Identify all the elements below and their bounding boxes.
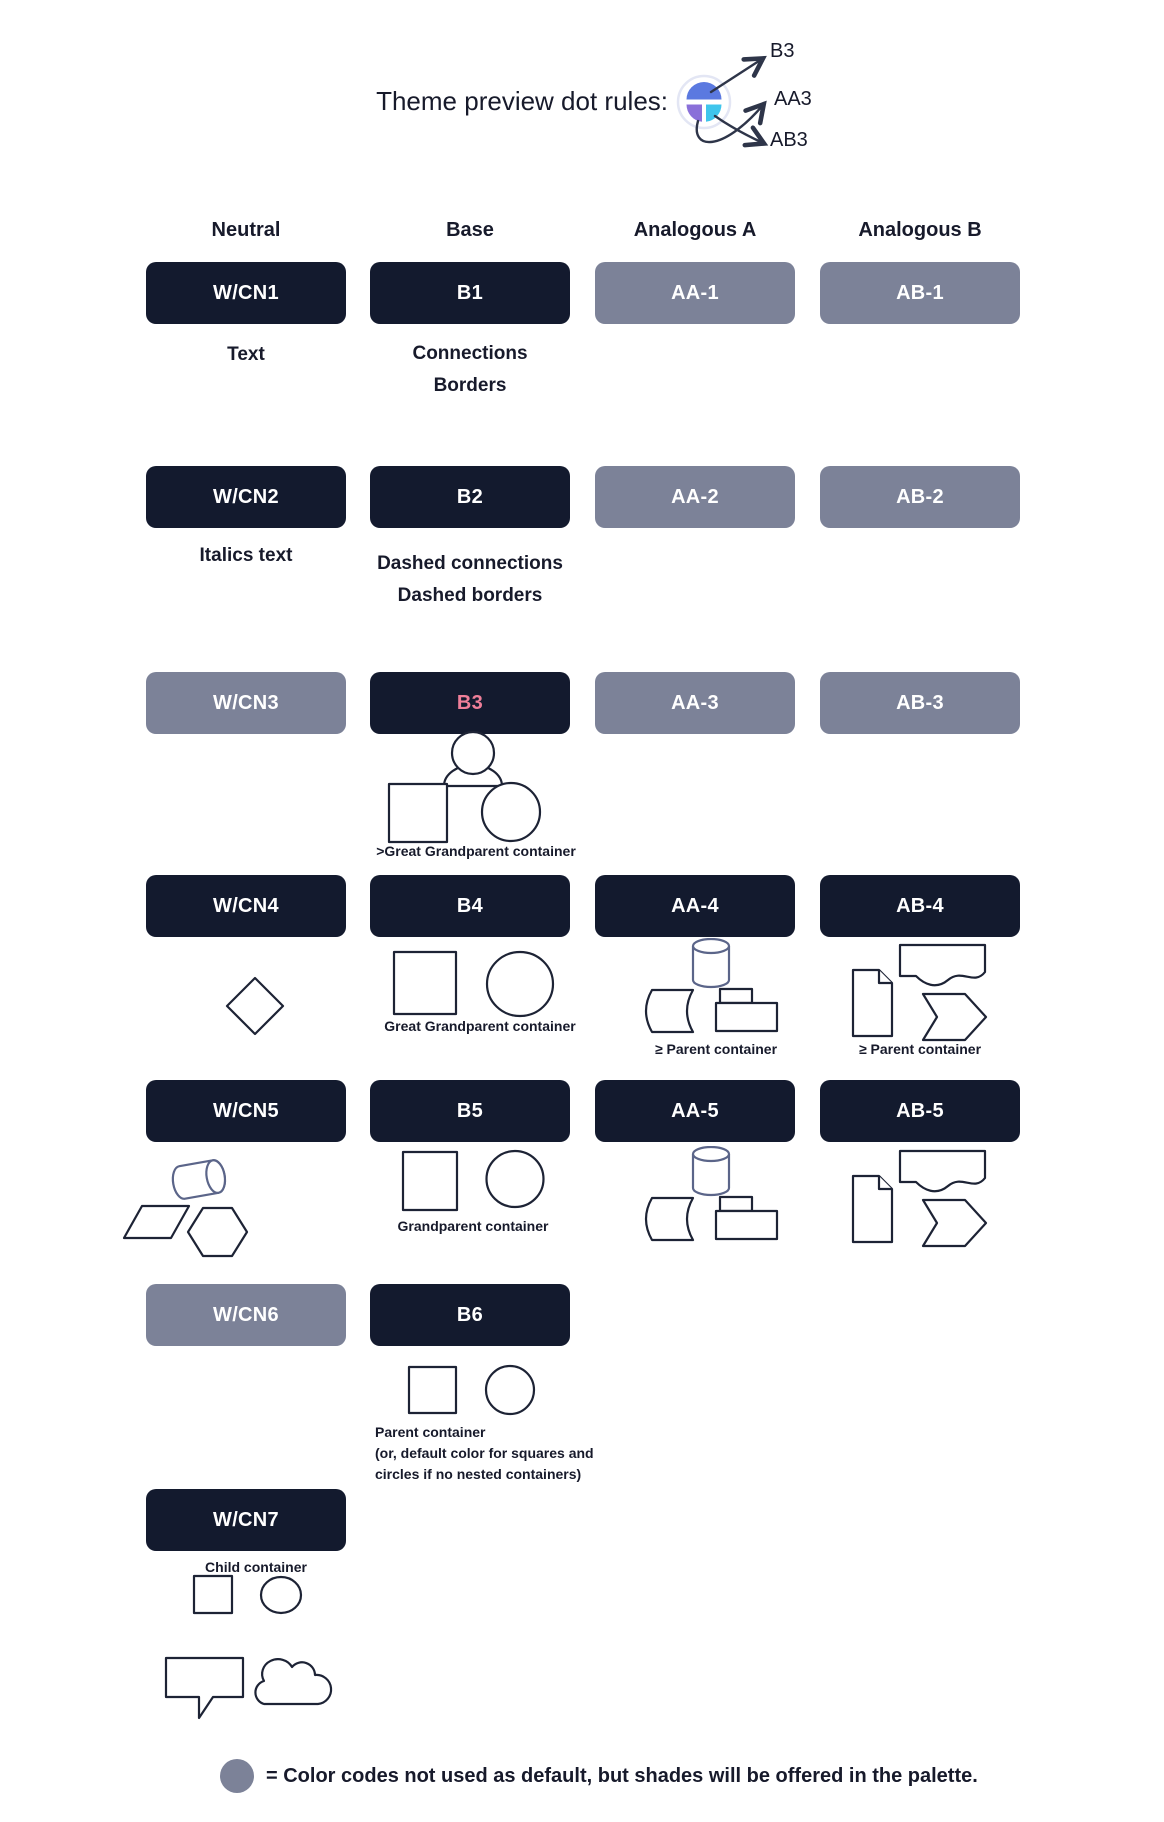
b5-shapes: [395, 1148, 555, 1214]
dot-label-aa3: AA3: [774, 88, 812, 110]
caption-wcn7: Child container: [205, 1559, 307, 1575]
circle-icon: [487, 1151, 544, 1207]
wcn4-shapes: [225, 976, 285, 1036]
swatch-wcn3: [146, 672, 346, 734]
hexagon-icon: [188, 1208, 247, 1256]
swatch-aa4: [595, 875, 795, 937]
square-icon: [394, 952, 456, 1014]
swatch-label: B2: [456, 485, 484, 508]
caption-b4: Great Grandparent container: [384, 1018, 576, 1034]
document-fold-icon: [879, 970, 892, 983]
swatch-label: W/CN7: [213, 1508, 279, 1531]
swatch-ab5: [820, 1080, 1020, 1142]
caption-b2-line2: Dashed borders: [397, 585, 543, 606]
ab5-shapes: [838, 1146, 993, 1258]
swatch-wcn6: [146, 1284, 346, 1346]
cylinder-top-icon: [693, 1147, 729, 1161]
swatch-label: AA-3: [671, 691, 719, 714]
diamond-icon: [227, 978, 283, 1034]
chevron-icon: [923, 1200, 986, 1246]
person-head-icon: [452, 732, 494, 774]
ab4-shapes: [838, 940, 993, 1052]
circle-icon: [486, 1366, 534, 1414]
swatch-label: AA-4: [671, 894, 719, 917]
caption-b1-line2: Borders: [433, 375, 507, 396]
column-header-neutral: Neutral: [211, 219, 281, 241]
caption-b1-line1: Connections: [412, 343, 528, 364]
square-icon: [403, 1152, 457, 1210]
swatch-label: AB-1: [896, 281, 944, 304]
swatch-label: W/CN6: [213, 1303, 279, 1326]
caption-b6-line2: (or, default color for squares and: [375, 1445, 594, 1461]
dot-label-ab3: AB3: [770, 129, 808, 151]
parallelogram-icon: [124, 1206, 189, 1238]
page-title: Theme preview dot rules:: [376, 86, 668, 116]
legend-dot-icon: [220, 1759, 254, 1793]
wavy-document-icon: [900, 1151, 985, 1191]
dot-label-b3: B3: [770, 40, 795, 62]
column-header-analogous-b: Analogous B: [858, 219, 982, 241]
swatch-label: AA-1: [671, 281, 719, 304]
swatch-aa1: [595, 262, 795, 324]
swatch-b4: [370, 875, 570, 937]
caption-aa4: ≥ Parent container: [654, 1041, 778, 1057]
caption-b5: Grandparent container: [397, 1218, 549, 1234]
stored-data-icon: [646, 990, 693, 1032]
swatch-wcn4: [146, 875, 346, 937]
b4-shapes: [380, 948, 570, 1020]
swatch-label: AB-4: [896, 894, 944, 917]
caption-wcn1: Text: [227, 344, 265, 365]
swatch-label: W/CN1: [213, 281, 279, 304]
wcn5-shapes: [118, 1150, 253, 1260]
swatch-ab1: [820, 262, 1020, 324]
swatch-b6: [370, 1284, 570, 1346]
b6-shapes: [400, 1362, 550, 1418]
swatch-b5: [370, 1080, 570, 1142]
swatch-label: AB-3: [896, 691, 944, 714]
swatch-label: AA-5: [671, 1099, 719, 1122]
column-header-base: Base: [446, 219, 494, 241]
cylinder-top-icon: [693, 939, 729, 953]
swatch-b3: [370, 672, 570, 734]
swatch-label: B6: [456, 1303, 484, 1326]
stored-data-icon: [646, 1198, 693, 1240]
swatch-aa2: [595, 466, 795, 528]
caption-b3: >Great Grandparent container: [376, 843, 576, 859]
swatch-label: AB-5: [896, 1099, 944, 1122]
swatch-b2: [370, 466, 570, 528]
swatch-label: W/CN4: [213, 894, 279, 917]
aa4-shapes: [641, 938, 786, 1038]
card-tab-icon: [720, 989, 752, 1003]
square-icon: [409, 1367, 456, 1413]
swatch-ab3: [820, 672, 1020, 734]
caption-b2-line1: Dashed connections: [377, 553, 563, 574]
swatch-label: W/CN3: [213, 691, 279, 714]
swatch-label: B4: [456, 894, 484, 917]
card-tab-icon: [720, 1197, 752, 1211]
caption-b6-line3: circles if no nested containers): [375, 1466, 582, 1482]
swatch-label: B3: [456, 691, 484, 714]
swatch-ab2: [820, 466, 1020, 528]
wcn7-extra-shapes: [160, 1652, 338, 1728]
chevron-icon: [923, 994, 986, 1040]
swatch-label: AB-2: [896, 485, 944, 508]
swatch-wcn1: [146, 262, 346, 324]
arrow-to-b3-icon: [711, 59, 762, 92]
swatch-label: B1: [456, 281, 484, 304]
wavy-document-icon: [900, 945, 985, 985]
swatch-wcn2: [146, 466, 346, 528]
swatch-label: W/CN5: [213, 1099, 279, 1122]
speech-bubble-icon: [166, 1658, 243, 1718]
column-header-analogous-a: Analogous A: [633, 219, 757, 241]
square-icon: [194, 1576, 232, 1613]
swatch-b1: [370, 262, 570, 324]
legend-text: = Color codes not used as default, but shades will be offered in the palette.: [266, 1765, 978, 1787]
swatch-wcn5: [146, 1080, 346, 1142]
swatch-label: AA-2: [671, 485, 719, 508]
swatch-ab4: [820, 875, 1020, 937]
cloud-icon: [255, 1659, 331, 1704]
caption-ab4: ≥ Parent container: [858, 1041, 982, 1057]
swatch-aa5: [595, 1080, 795, 1142]
caption-wcn2: Italics text: [199, 545, 293, 566]
wcn7-shapes: [188, 1572, 308, 1618]
caption-b6-line1: Parent container: [375, 1424, 486, 1440]
circle-icon: [261, 1577, 301, 1613]
card-body-icon: [716, 1211, 777, 1239]
square-icon: [389, 784, 447, 842]
swatch-wcn7: [146, 1489, 346, 1551]
swatch-label: W/CN2: [213, 485, 279, 508]
b3-shapes: [368, 726, 578, 854]
circle-icon: [482, 783, 540, 841]
aa5-shapes: [641, 1146, 786, 1246]
card-body-icon: [716, 1003, 777, 1031]
swatch-label: B5: [456, 1099, 484, 1122]
circle-icon: [487, 952, 553, 1016]
swatch-aa3: [595, 672, 795, 734]
